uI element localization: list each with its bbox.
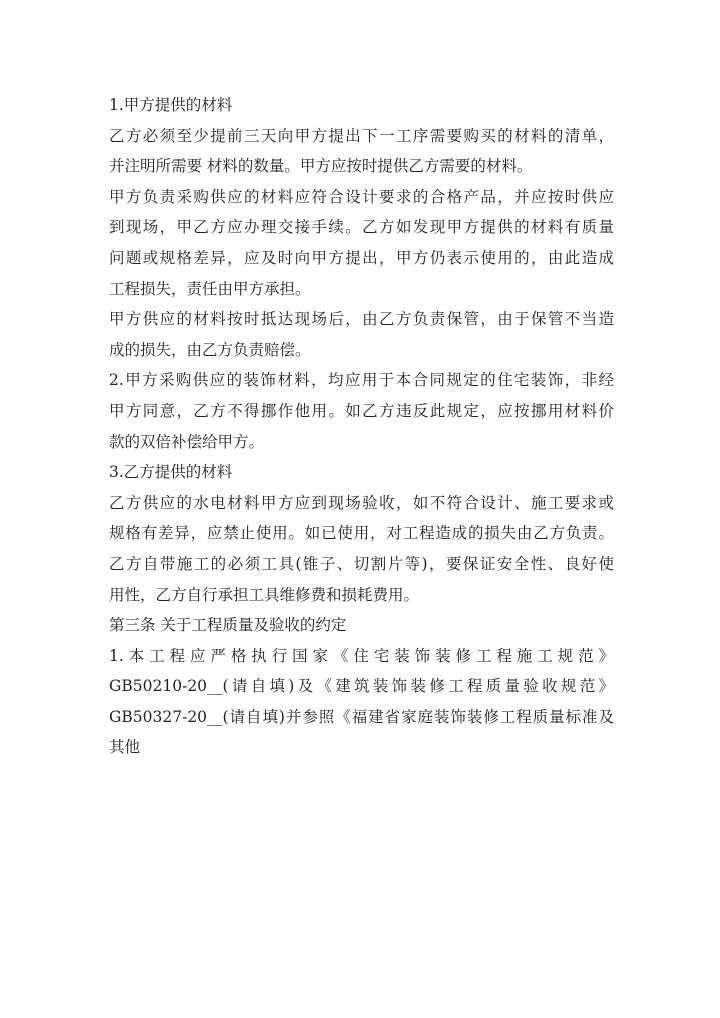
paragraph-line: 2.甲方采购供应的装饰材料，均应用于本合同规定的住宅装饰，非经 [109, 371, 614, 390]
paragraph-line: 其他 [109, 738, 141, 757]
paragraph-line: 成的损失，由乙方负责赔偿。 [109, 340, 311, 359]
paragraph-line: GB50327-20__(请自填)并参照《福建省家庭装饰装修工程质量标准及 [109, 707, 614, 726]
paragraph-line: 工程损失，责任由甲方承担。 [109, 279, 311, 298]
paragraph-line: 甲方同意，乙方不得挪作他用。如乙方违反此规定，应按挪用材料价 [109, 401, 614, 420]
paragraph-line: 1.本工程应严格执行国家《住宅装饰装修工程施工规范》 [109, 646, 614, 665]
paragraph-line: GB50210-20__(请自填)及《建筑装饰装修工程质量验收规范》 [109, 677, 614, 696]
paragraph-line: 甲方负责采购供应的材料应符合设计要求的合格产品，并应按时供应 [109, 187, 614, 206]
section-heading-article-3: 第三条 关于工程质量及验收的约定 [109, 616, 347, 635]
paragraph-line: 问题或规格差异，应及时向甲方提出，甲方仍表示使用的，由此造成 [109, 248, 614, 267]
paragraph-line: 乙方自带施工的必须工具(锥子、切割片等)，要保证安全性、良好使 [109, 554, 614, 573]
paragraph-line: 到现场，甲乙方应办理交接手续。乙方如发现甲方提供的材料有质量 [109, 218, 614, 237]
paragraph-line: 用性，乙方自行承担工具维修费和损耗费用。 [109, 585, 420, 604]
document-body [109, 90, 614, 763]
heading-yifang-materials: 3.乙方提供的材料 [109, 463, 233, 482]
paragraph-line: 甲方供应的材料按时抵达现场后，由乙方负责保管，由于保管不当造 [109, 310, 614, 329]
paragraph-line: 款的双倍补偿给甲方。 [109, 432, 265, 451]
paragraph-line: 规格有差异，应禁止使用。如已使用，对工程造成的损失由乙方负责。 [109, 524, 614, 543]
paragraph-line: 乙方供应的水电材料甲方应到现场验收，如不符合设计、施工要求或 [109, 493, 614, 512]
paragraph-line: 并注明所需要 材料的数量。甲方应按时提供乙方需要的材料。 [109, 157, 533, 176]
paragraph-line: 乙方必须至少提前三天向甲方提出下一工序需要购买的材料的清单， [109, 126, 614, 145]
heading-jiafang-materials: 1.甲方提供的材料 [109, 96, 233, 114]
